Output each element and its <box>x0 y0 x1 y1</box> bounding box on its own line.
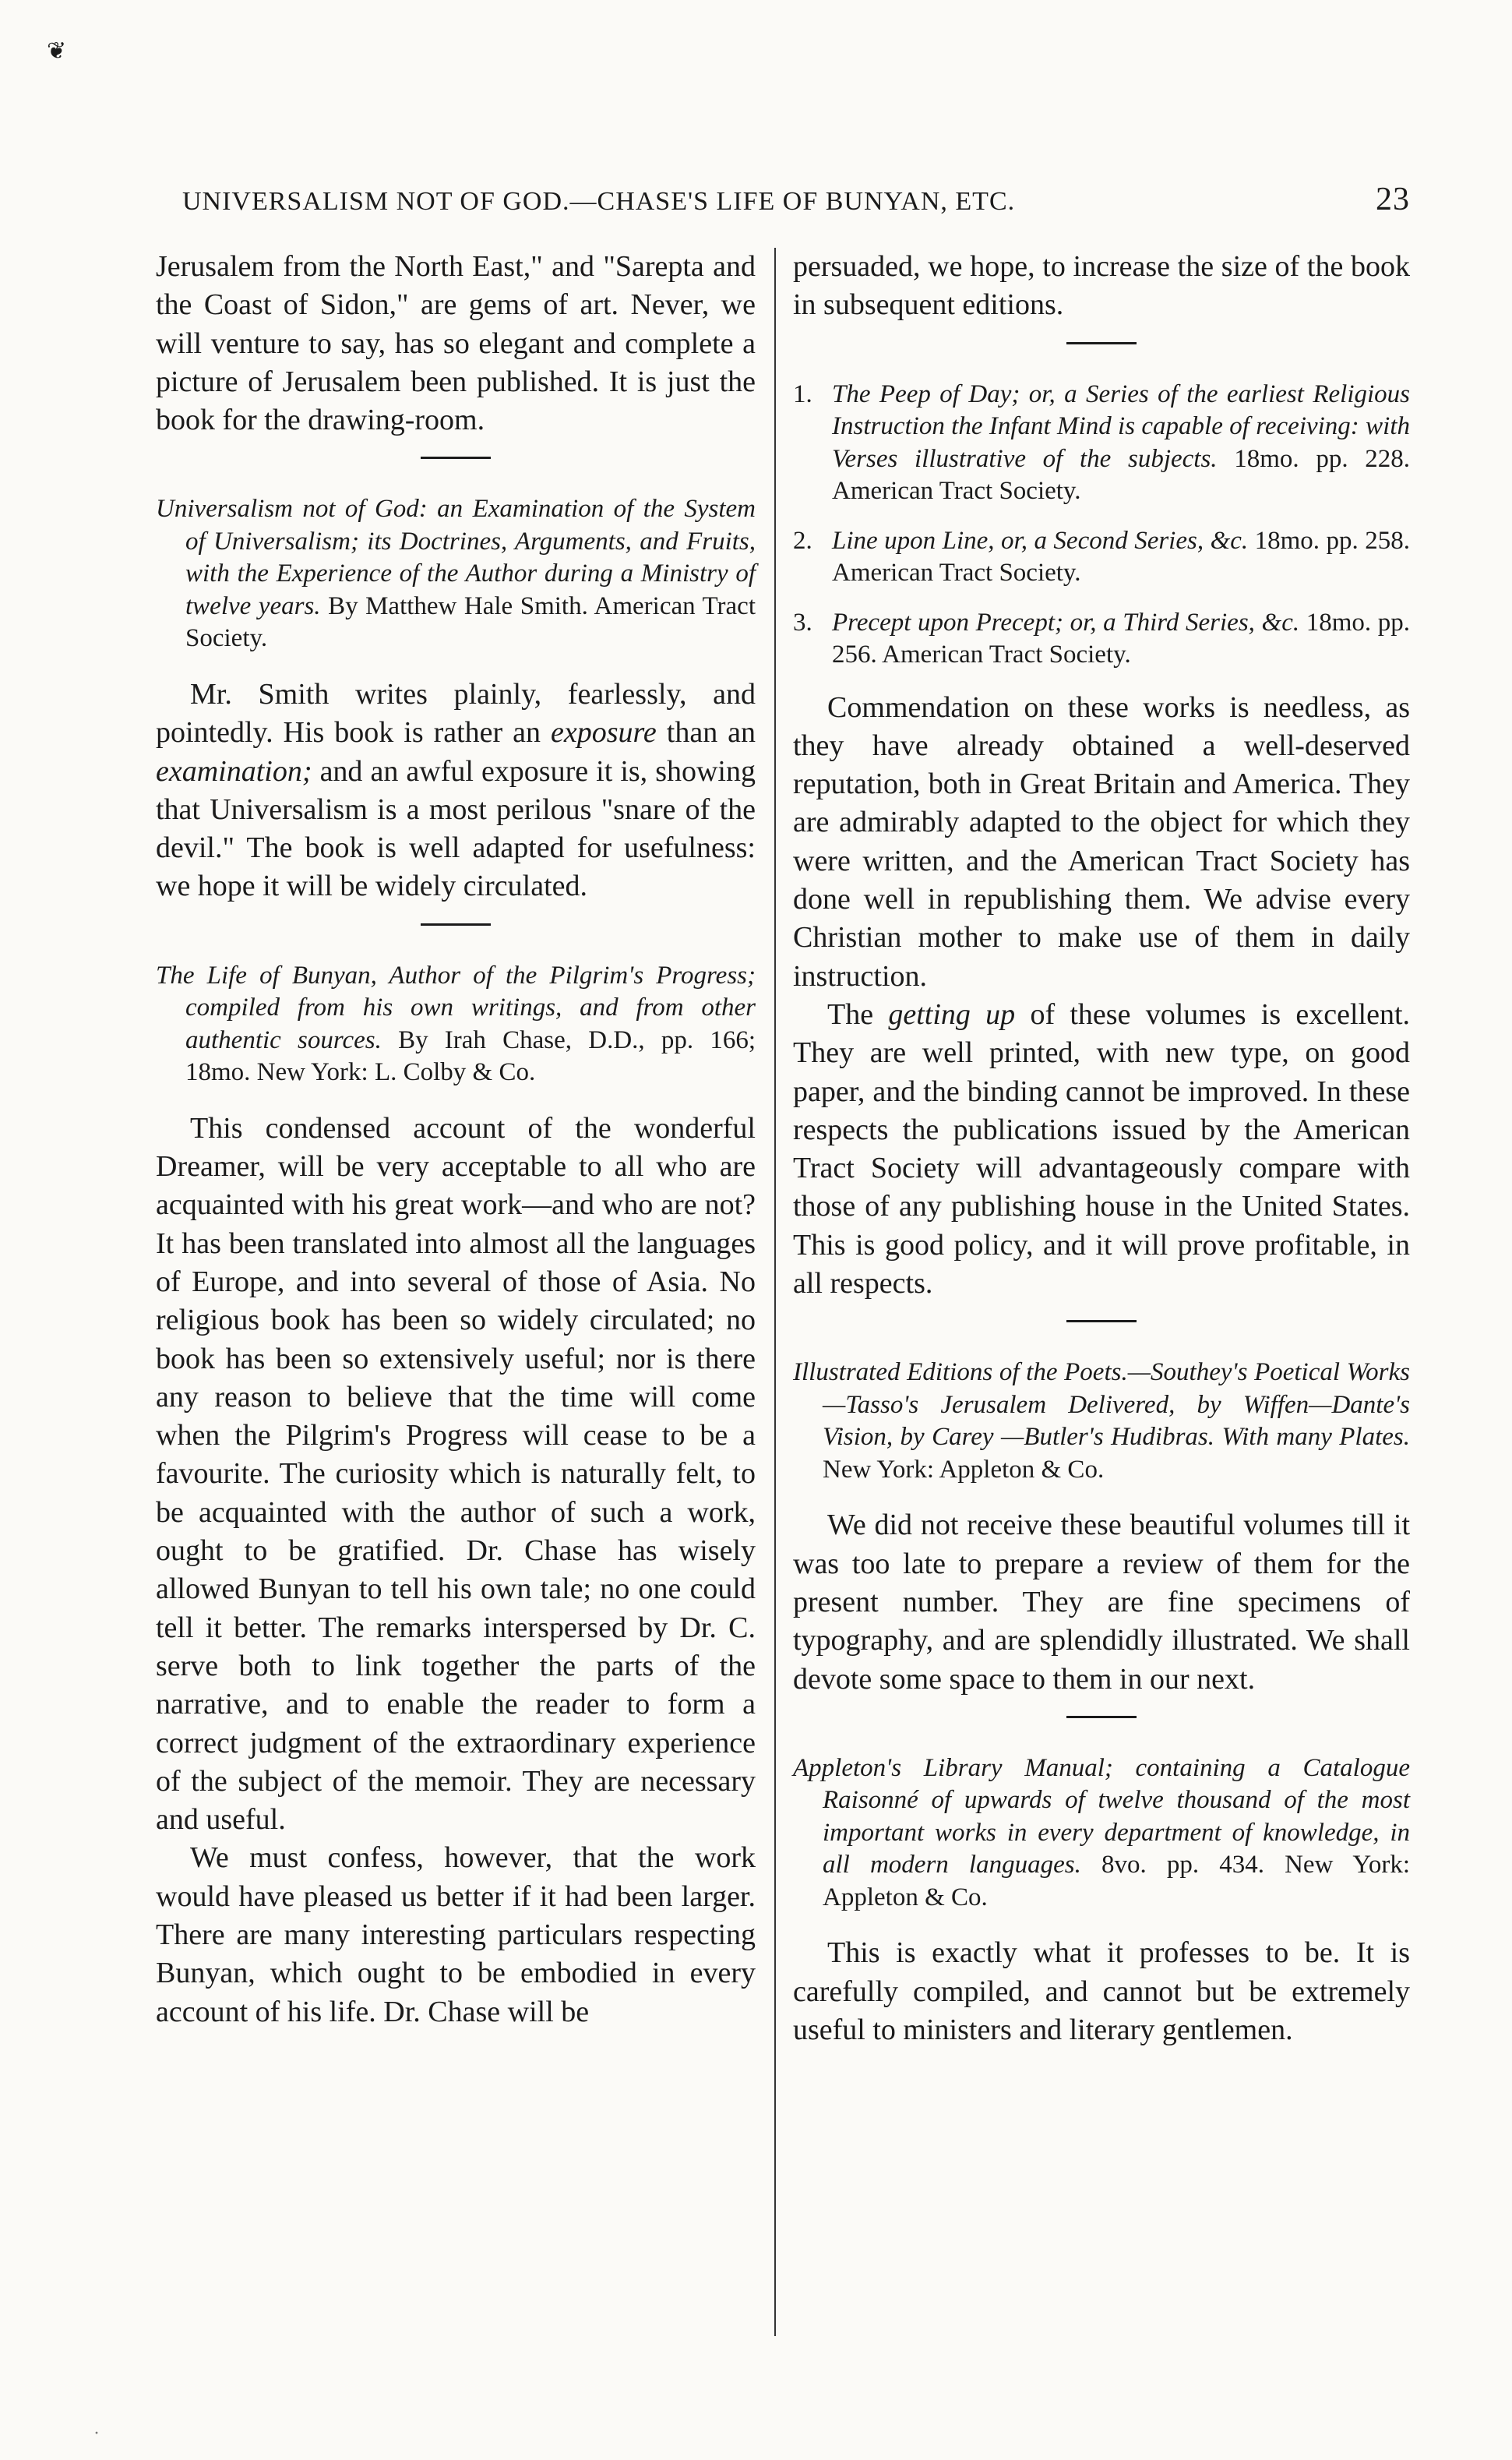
section-divider <box>1066 1320 1137 1322</box>
section-divider <box>421 923 491 926</box>
column-divider <box>774 248 776 2336</box>
paragraph: We must confess, however, that the work would have pleased us better if it had been larger. There are many interesting particulars respecting Bunyan, which ought to be embodied in every account of his life. Dr. Chase will be <box>156 1841 756 2028</box>
section-divider <box>421 457 491 459</box>
numbered-entry: 1. The Peep of Day; or, a Series of the earliest Religious Instruction the Infant Mind is capable of receiving: with Verses illustrative of the subjects. 18mo. pp. 228. American Tract Society. <box>793 379 1411 506</box>
paragraph: Jerusalem from the North East," and "Sarepta and the Coast of Sidon," are gems of art. Never, we will venture to say, has so elegant and complete a picture of Jerusalem been published. It is just the book for the drawing-room. <box>156 250 756 437</box>
section-divider <box>1066 1716 1137 1718</box>
page-number: 23 <box>1376 182 1410 217</box>
running-header <box>182 181 1410 218</box>
section-divider <box>1066 342 1137 344</box>
review-heading: The Life of Bunyan, Author of the Pilgrim's Progress; compiled from his own writings, and from other authentic sources. By Irah Chase, D.D., pp. 166; 18mo. New York: L. Colby & Co. <box>156 961 756 1087</box>
right-column <box>793 248 1410 2049</box>
review-heading: Appleton's Library Manual; containing a Catalogue Raisonné of upwards of twelve thousand of the most important works in every department of knowledge, in all modern languages. 8vo. pp. 434. New York: Appleton & Co. <box>793 1753 1410 1911</box>
scan-speck-icon: · <box>93 2423 100 2444</box>
numbered-entry: 3. Precept upon Precept; or, a Third Series, &c. 18mo. pp. 256. American Tract Society. <box>793 608 1411 669</box>
left-column <box>156 248 756 2031</box>
paragraph: Mr. Smith writes plainly, fearlessly, and pointedly. His book is rather an exposure than an examination; and an awful exposure it is, showing that Universalism is a most perilous "snare of the devil." The book is well adapted for usefulness: we hope it will be widely circulated. <box>156 677 756 903</box>
numbered-entry: 2. Line upon Line, or, a Second Series, &c. 18mo. pp. 258. American Tract Society. <box>793 526 1411 588</box>
paragraph: This is exactly what it professes to be. It is carefully compiled, and cannot but be extremely useful to ministers and literary gentlemen. <box>793 1936 1410 2046</box>
paragraph: We did not receive these beautiful volumes till it was too late to prepare a review of them for the present number. They are fine specimens of typography, and are splendidly illustrated. We shall devote some space to them in our next. <box>793 1509 1410 1696</box>
running-title: UNIVERSALISM NOT OF GOD.—CHASE'S LIFE OF BUNYAN, ETC. <box>182 187 1016 216</box>
paragraph: Commendation on these works is needless, as they have already obtained a well-deserved reputation, both in Great Britain and America. They are admirably adapted to the object for which they were written, and the American Tract Society has done well in republishing them. We advise every Christian mother to make use of them in daily instruction. <box>793 690 1410 993</box>
review-heading: Universalism not of God: an Examination of the System of Universalism; its Doctrines, Arguments, and Fruits, with the Experience of the Author during a Ministry of twelve years. By Matthew Hale Smith. American Tract Society. <box>156 495 756 653</box>
paragraph: persuaded, we hope, to increase the size of the book in subsequent editions. <box>793 250 1410 322</box>
printer-mark-icon: ❦ <box>47 38 67 64</box>
paragraph: This condensed account of the wonderful Dreamer, will be very acceptable to all who are acquainted with his great work—and who are not? It has been translated into almost all the languages of Europe, and into several of those of Asia. No religious book has been so widely circulated; no book has been so extensively useful; nor is there any reason to believe that the time will come when the Pilgrim's Progress will cease to be a favourite. The curiosity which is naturally felt, to be acquainted with the author of such a work, ought to be gratified. Dr. Chase has wisely allowed Bunyan to tell his own tale; no one could tell it better. The remarks interspersed by Dr. C. serve both to link together the parts of the narrative, and to enable the reader to form a correct judgment of the extraordinary experience of the subject of the memoir. They are necessary and useful. <box>156 1111 756 1837</box>
paragraph: The getting up of these volumes is excellent. They are well printed, with new type, on good paper, and the binding cannot be improved. In these respects the publications issued by the American Tract Society will advantageously compare with those of any publishing house in the United States. This is good policy, and it will prove profitable, in all respects. <box>793 997 1411 1301</box>
review-heading: Illustrated Editions of the Poets.—Southey's Poetical Works—Tasso's Jerusalem Delivered, by Wiffen—Dante's Vision, by Carey —Butler's Hudibras. With many Plates. New York: Appleton & Co. <box>793 1358 1410 1484</box>
